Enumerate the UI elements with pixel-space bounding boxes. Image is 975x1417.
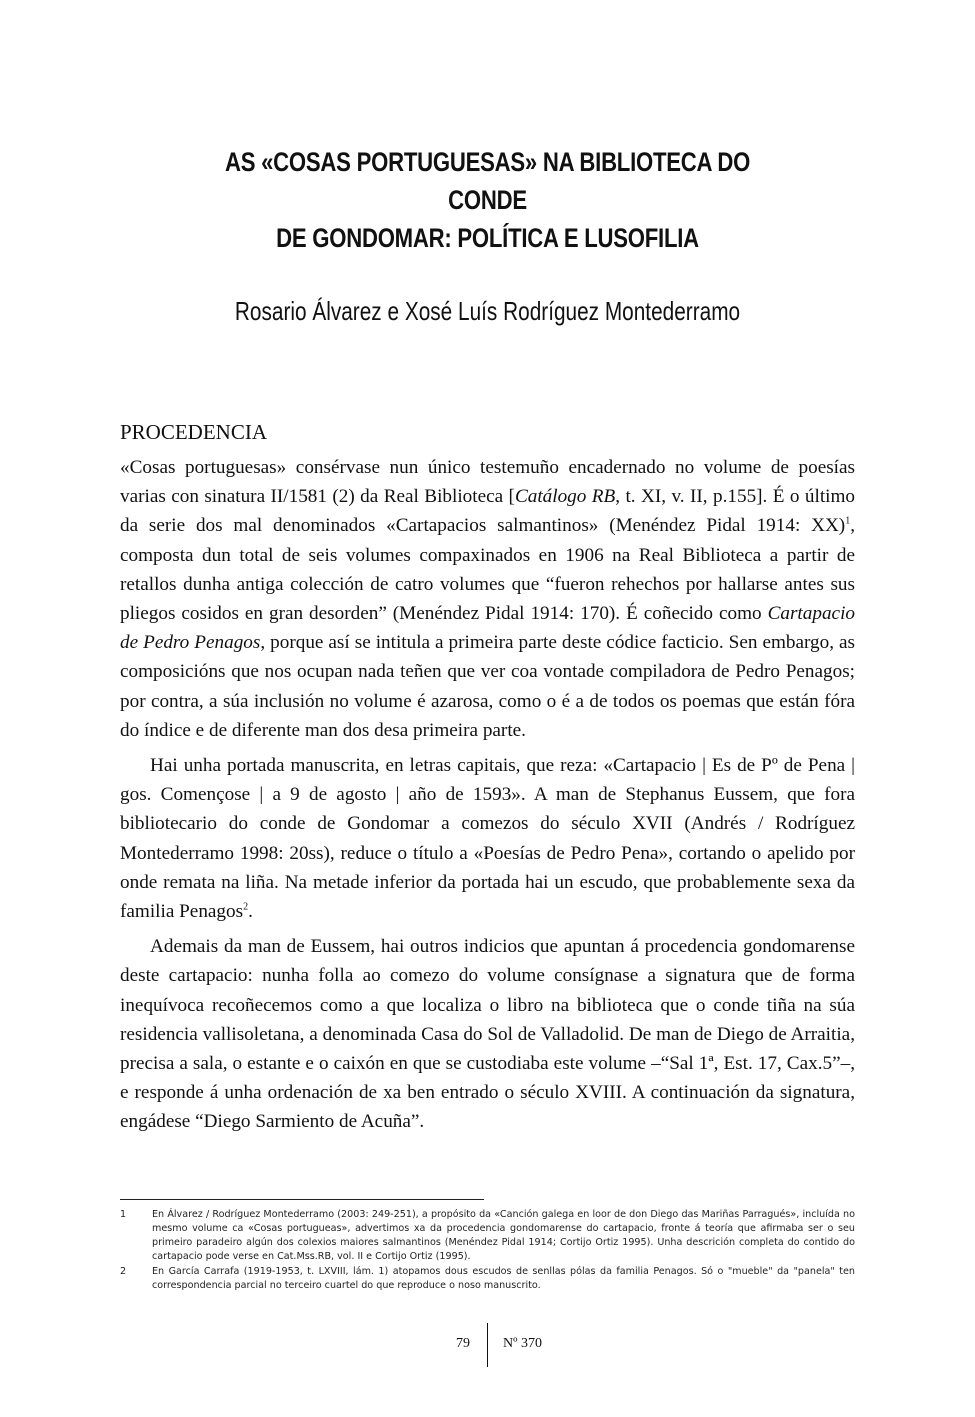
- issue-number: Nº 370: [503, 1336, 542, 1351]
- footnote-ref-2[interactable]: 2: [243, 901, 249, 913]
- body-text: [120, 453, 855, 1143]
- footnotes: [120, 1208, 855, 1294]
- paragraph-3: [120, 932, 855, 1136]
- article-title: [186, 143, 789, 257]
- footnote-1: [120, 1208, 855, 1264]
- page-footer: [0, 1320, 975, 1368]
- text-run: Hai unha portada manuscrita, en letras capitais, que reza: «Cartapacio | Es de Pº de Pena | gos. Començose | a 9 de agosto | año de 1593». A man de Stephanus Eussem, que fora bibliotecario do conde de Gondomar a comezos do século XVII (Andrés / Rodríguez Montederramo 1998: 20ss), reduce o título a «Poesías de Pedro Pena», cortando o apelido por onde remata na liña. Na metade inferior da portada hai un escudo, que probablemente sexa da familia Penagos: [120, 755, 855, 923]
- footnote-text: En García Carrafa (1919-1953, t. LXVIII, lám. 1) atopamos dous escudos de senllas pólas da familia Penagos. Só o "mueble" da "panela" ten correspondencia parcial no terceiro cuartel do que reproduce o noso manuscrito.: [152, 1266, 855, 1291]
- article-authors: Rosario Álvarez e Xosé Luís Rodríguez Montederramo: [234, 296, 741, 326]
- footer-divider: [487, 1323, 488, 1367]
- footnote-divider: [120, 1199, 484, 1200]
- paragraph-2: [120, 751, 855, 926]
- footnote-number: 2: [120, 1266, 127, 1277]
- text-run: , porque así se intitula a primeira parte deste códice facticio. Sen embargo, as composicións que nos ocupan nada teñen que ver coa vontade compiladora de Pedro Penagos; por contra, a súa inclusión no volume é azarosa, como o é a de todos os poemas que están fóra do índice e de diferente man dos desa primeira parte.: [120, 632, 855, 741]
- text-run: , t. XI, v. II, p.155]. É o último da serie dos mal denominados «Cartapacios salmantinos» (Menéndez Pidal 1914: XX): [120, 486, 856, 537]
- title-line-2: DE GONDOMAR: POLÍTICA E LUSOFILIA: [276, 223, 699, 253]
- footnote-text: En Álvarez / Rodríguez Montederramo (2003: 249-251), a propósito da «Canción galega en loor de don Diego das Mariñas Parragués», incluída no mesmo volume ca «Cosas portugueas», advertimos xa da procedencia gondomarense do cartapacio, fronte á teoría que afirmaba ser o seu primeiro paradeiro algún dos colexios maiores salmantinos (Menéndez Pidal 1914; Cortijo Ortiz 1995). Unha descrición completa do contido do cartapacio pode verse en Cat.Mss.RB, vol. II e Cortijo Ortiz (1995).: [152, 1209, 855, 1262]
- footnote-ref-1[interactable]: 1: [845, 516, 851, 528]
- footnote-number: 1: [120, 1209, 127, 1220]
- text-run: Ademais da man de Eussem, hai outros indicios que apuntan á procedencia gondomarense deste cartapacio: nunha folla ao comezo do volume consígnase a signatura que de forma inequívoca recoñecemos como a que localiza o libro na biblioteca que o conde tiña na súa residencia vallisoletana, a denominada Casa do Sol de Valladolid. De man de Diego de Arraitia, precisa a sala, o estante e o caixón en que se custodiaba este volume –“Sal 1ª, Est. 17, Cax.5”–, e responde á unha ordenación de xa ben entrado o século XVIII. A continuación da signatura, engádese “Diego Sarmiento de Acuña”.: [120, 936, 855, 1133]
- paragraph-1: [120, 453, 855, 745]
- footnote-2: [120, 1265, 855, 1293]
- italic-title: Catálogo RB: [514, 486, 616, 508]
- title-line-1: AS «COSAS PORTUGUESAS» NA BIBLIOTECA DO CONDE: [224, 147, 751, 215]
- section-heading: PROCEDENCIA: [120, 420, 268, 444]
- text-run: «Cosas portuguesas» consérvase nun único testemuño encadernado no volume de poesías varias con sinatura II/1581 (2) da Real Biblioteca [: [120, 457, 855, 508]
- italic-title: Cartapacio de Pedro Penagos: [120, 603, 855, 654]
- page-number: 79: [456, 1336, 470, 1351]
- text-run: .: [248, 901, 253, 923]
- text-run: , composta dun total de seis volumes compaxinados en 1906 na Real Biblioteca a partir de retallos dunha antiga colección de catro volumes que “fueron rehechos por hallarse antes sus pliegos cosidos en gran desorden” (Menéndez Pidal 1914: 170). É coñecido como: [120, 515, 855, 625]
